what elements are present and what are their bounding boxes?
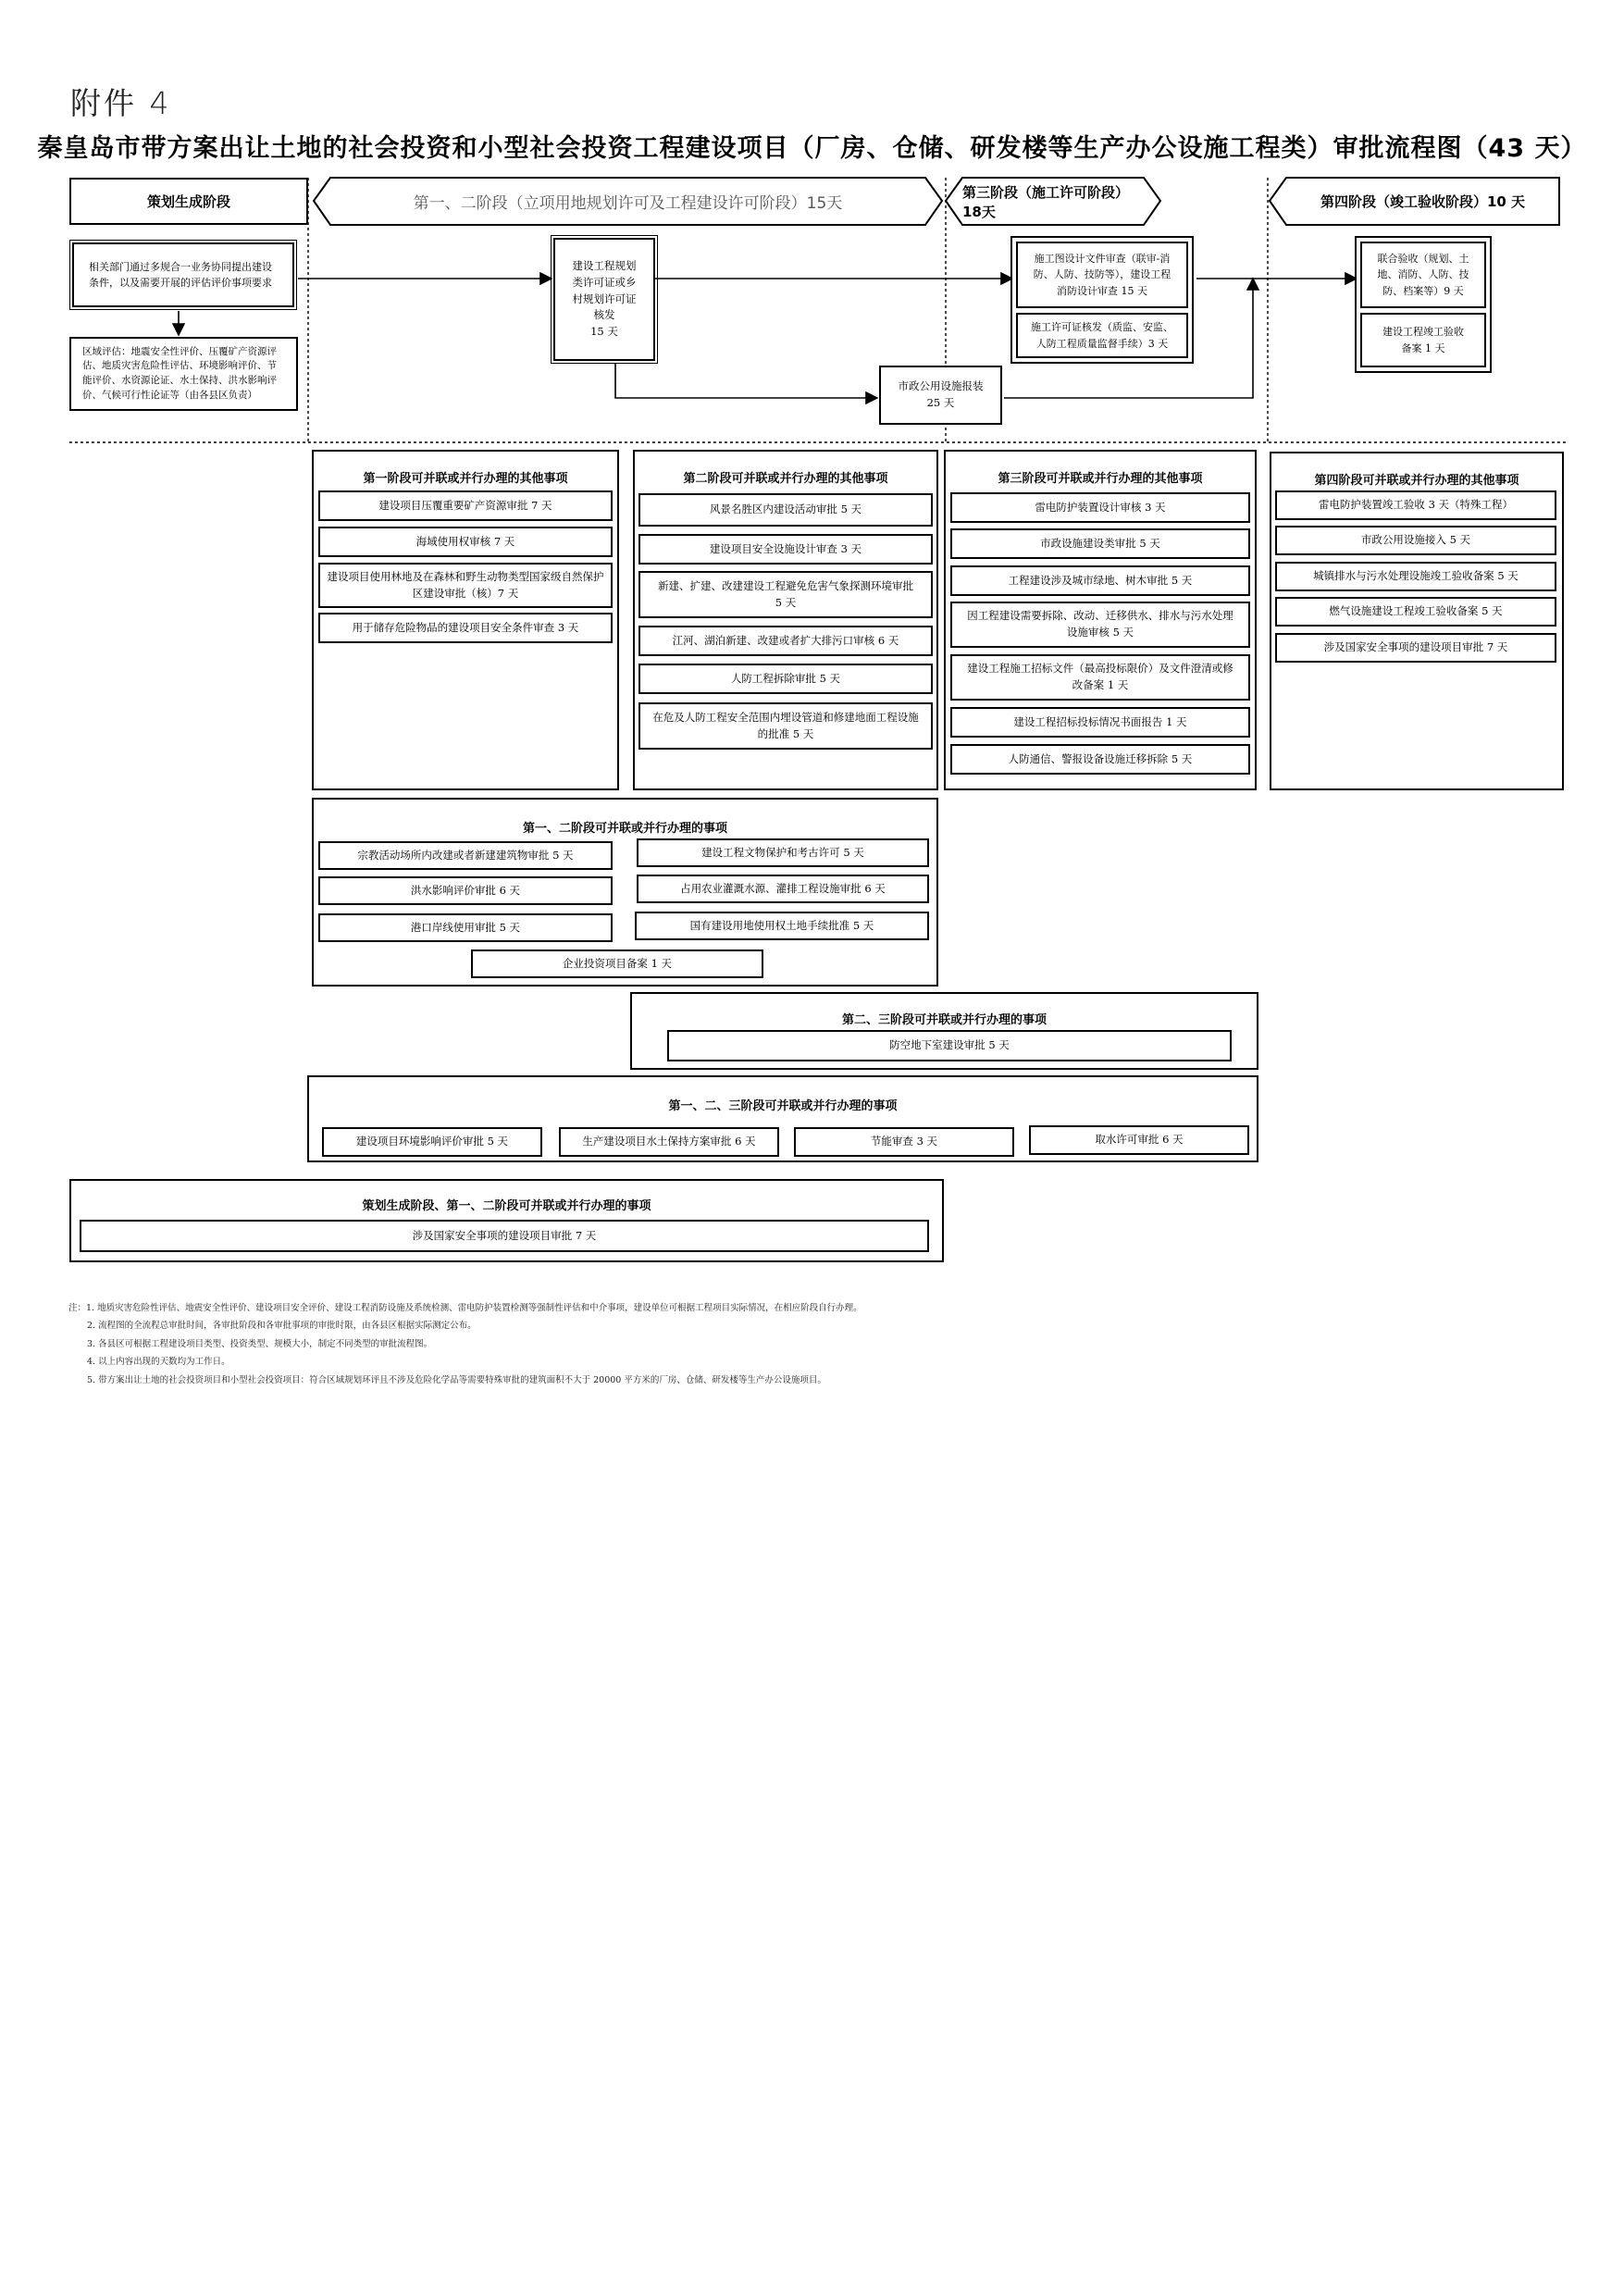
regional-evaluation-box: 区域评估：地震安全性评价、压覆矿产资源评估、地质灾害危险性评估、环境影响评价、节能评价、水资源论证、水土保持、洪水影响评价、气候可行性论证等（由各县区负责）: [69, 337, 298, 411]
stage2-item: 人防工程拆除审批 5 天: [638, 664, 933, 694]
planning-request-box: 相关部门通过多规合一业务协同提出建设条件，以及需要开展的评估评价事项要求: [72, 242, 294, 307]
construction-review-box: 施工图设计文件审查（联审-消防、人防、技防等），建设工程消防设计审查 15 天: [1016, 242, 1188, 308]
planning-permit-box: 建设工程规划类许可证或乡村规划许可证核发 15 天: [553, 238, 655, 361]
stage3-item: 人防通信、警报设备设施迁移拆除 5 天: [950, 744, 1250, 775]
stage3-item: 雷电防护装置设计审核 3 天: [950, 492, 1250, 523]
stage12-item: 洪水影响评价审批 6 天: [318, 876, 613, 905]
stage123-item: 生产建设项目水土保持方案审批 6 天: [559, 1127, 779, 1157]
annex-label: 附件 4: [70, 85, 172, 121]
stage123-item: 建设项目环境影响评价审批 5 天: [322, 1127, 542, 1157]
stage1-item: 用于储存危险物品的建设项目安全条件审查 3 天: [318, 613, 613, 643]
stage2-item: 江河、湖泊新建、改建或者扩大排污口审核 6 天: [638, 626, 933, 656]
stage3-item: 工程建设涉及城市绿地、树木审批 5 天: [950, 565, 1250, 596]
phase-planning-label: 策划生成阶段: [146, 193, 230, 210]
stage4-item: 城镇排水与污水处理设施竣工验收备案 5 天: [1275, 562, 1556, 591]
municipal-report-box: 市政公用设施报装 25 天: [879, 366, 1002, 425]
stage12-item: 建设工程文物保护和考古许可 5 天: [637, 838, 929, 867]
stage012-item: 涉及国家安全事项的建设项目审批 7 天: [80, 1220, 929, 1252]
footnote: 2. 流程图的全流程总审批时间，各审批阶段和各审批事项的审批时限，由各县区根据实际测定公布。: [87, 1321, 477, 1332]
page-title: 秦皇岛市带方案出让土地的社会投资和小型社会投资工程建设项目（厂房、仓储、研发楼等生产办公设施工程类）审批流程图（43 天）: [37, 134, 1587, 163]
stage4-item: 雷电防护装置竣工验收 3 天（特殊工程）: [1275, 490, 1556, 520]
stage123-item: 取水许可审批 6 天: [1029, 1125, 1249, 1155]
panel-stage4-title: 第四阶段可并联或并行办理的其他事项: [1314, 474, 1519, 488]
stage12-item: 宗教活动场所内改建或者新建建筑物审批 5 天: [318, 841, 613, 870]
stage4-item: 涉及国家安全事项的建设项目审批 7 天: [1275, 633, 1556, 663]
stage12-item: 港口岸线使用审批 5 天: [318, 913, 613, 942]
joint-acceptance-box: 联合验收（规划、土地、消防、人防、技防、档案等）9 天: [1360, 242, 1486, 308]
construction-permit-box: 施工许可证核发（质监、安监、人防工程质量监督手续）3 天: [1016, 313, 1188, 358]
stage12-item: 企业投资项目备案 1 天: [471, 949, 763, 978]
stage12-item: 国有建设用地使用权土地手续批准 5 天: [635, 912, 929, 940]
stage2-item: 在危及人防工程安全范围内埋设管道和修建地面工程设施的批准 5 天: [638, 702, 933, 750]
panel-stage12-title: 第一、二阶段可并联或并行办理的事项: [522, 822, 727, 836]
stage1-item: 建设项目使用林地及在森林和野生动物类型国家级自然保护区建设审批（核）7 天: [318, 563, 613, 608]
stage3-item: 建设工程招标投标情况书面报告 1 天: [950, 707, 1250, 738]
stage3-item: 建设工程施工招标文件（最高投标限价）及文件澄清或修改备案 1 天: [950, 654, 1250, 701]
phase-1-2-label: 第一、二阶段（立项用地规划许可及工程建设许可阶段）15天: [413, 194, 843, 213]
footnote: 5. 带方案出让土地的社会投资项目和小型社会投资项目：符合区域规划环评且不涉及危险化学品等需要特殊审批的建筑面积不大于 20000 平方米的厂房、仓储、研发楼等生产办公设施项目。: [87, 1374, 826, 1385]
panel-stage012-title: 策划生成阶段、第一、二阶段可并联或并行办理的事项: [362, 1199, 651, 1213]
footnotes: [68, 1299, 862, 1389]
stage3-item: 市政设施建设类审批 5 天: [950, 528, 1250, 559]
footnote: 4. 以上内容出现的天数均为工作日。: [87, 1357, 230, 1368]
phase-4-label: 第四阶段（竣工验收阶段）10 天: [1320, 193, 1526, 210]
panel-stage2-title: 第二阶段可并联或并行办理的其他事项: [683, 472, 888, 486]
completion-filing-box: 建设工程竣工验收备案 1 天: [1360, 313, 1486, 367]
panel-stage23-title: 第二、三阶段可并联或并行办理的事项: [841, 1013, 1047, 1027]
stage2-item: 风景名胜区内建设活动审批 5 天: [638, 493, 933, 527]
footnote: 注：1. 地质灾害危险性评估、地震安全性评价、建设项目安全评价、建设工程消防设施及系统检测、雷电防护装置检测等强制性评估和中介事项，建设单位可根据工程项目实际情况，在相应阶段自行办理。: [68, 1303, 862, 1313]
stage123-item: 节能审查 3 天: [794, 1127, 1014, 1157]
stage4-item: 燃气设施建设工程竣工验收备案 5 天: [1275, 597, 1556, 627]
stage12-item: 占用农业灌溉水源、灌排工程设施审批 6 天: [637, 875, 929, 903]
stage2-item: 新建、扩建、改建建设工程避免危害气象探测环境审批 5 天: [638, 571, 933, 618]
panel-stage3-title: 第三阶段可并联或并行办理的其他事项: [998, 472, 1203, 486]
footnote: 3. 各县区可根据工程建设项目类型、投资类型、规模大小，制定不同类型的审批流程图。: [87, 1338, 433, 1349]
phase-3-label: 第三阶段（施工许可阶段）18天: [962, 183, 1130, 220]
stage4-item: 市政公用设施接入 5 天: [1275, 526, 1556, 555]
panel-stage123-title: 第一、二、三阶段可并联或并行办理的事项: [668, 1099, 898, 1113]
stage1-item: 海域使用权审核 7 天: [318, 527, 613, 557]
stage3-item: 因工程建设需要拆除、改动、迁移供水、排水与污水处理设施审核 5 天: [950, 602, 1250, 648]
stage1-item: 建设项目压覆重要矿产资源审批 7 天: [318, 490, 613, 521]
stage23-item: 防空地下室建设审批 5 天: [667, 1030, 1232, 1061]
panel-stage1-title: 第一阶段可并联或并行办理的其他事项: [363, 472, 568, 486]
stage2-item: 建设项目安全设施设计审查 3 天: [638, 534, 933, 565]
